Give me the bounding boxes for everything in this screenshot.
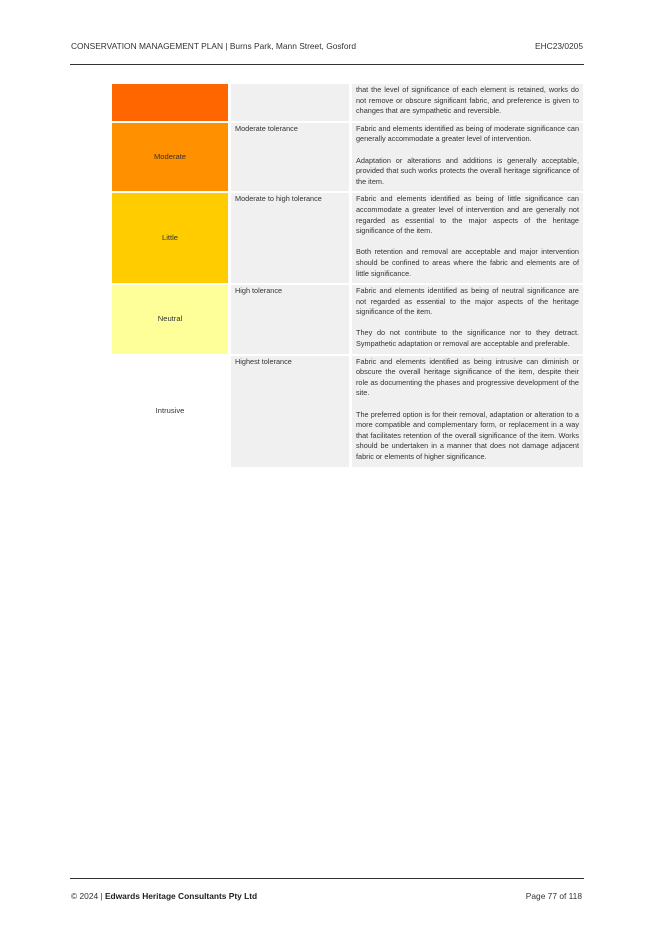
description-paragraph: Fabric and elements identified as being intrusive can diminish or obscure the overall heritage significance of the item, despite their role as documenting the phases and progressive development of the site. <box>356 356 579 398</box>
description-cell <box>349 354 583 467</box>
table-row <box>112 283 583 354</box>
description-cell <box>349 191 583 283</box>
description-cell <box>349 84 583 121</box>
tolerance-cell: Moderate tolerance <box>228 121 349 192</box>
company-name: Edwards Heritage Consultants Pty Ltd <box>104 891 258 901</box>
description-paragraph: Both retention and removal are acceptable and major intervention should be confined to areas where the fabric and elements are of little significance. <box>356 247 579 278</box>
tolerance-cell <box>228 84 349 121</box>
table-row <box>112 354 583 467</box>
tolerance-cell: Highest tolerance <box>228 354 349 467</box>
table-row <box>112 191 583 283</box>
page-number: Page 77 of 118 <box>525 891 582 901</box>
description-paragraph: They do not contribute to the significance nor to they detract. Sympathetic adaptation or removal are acceptable and preferable. <box>356 328 579 349</box>
description-cell <box>349 121 583 192</box>
grade-cell: Moderate <box>112 121 228 192</box>
description-paragraph: Fabric and elements identified as being of moderate significance can generally accommodate a greater level of intervention. <box>356 123 579 144</box>
grade-cell: Little <box>112 191 228 283</box>
copyright-text: © 2024 | <box>71 891 103 901</box>
tolerance-cell: High tolerance <box>228 283 349 354</box>
description-cell <box>349 283 583 354</box>
description-paragraph: Adaptation or alterations and additions is generally acceptable, provided that such works protects the overall heritage significance of the item. <box>356 155 579 186</box>
grade-cell: Neutral <box>112 283 228 354</box>
table-row <box>112 121 583 192</box>
document-title: CONSERVATION MANAGEMENT PLAN | Burns Park, Mann Street, Gosford <box>71 41 356 51</box>
document-reference: EHC23/0205 <box>535 41 583 51</box>
description-paragraph: The preferred option is for their removal, adaptation or alteration to a more compatible and complementary form, or replacement in a way that facilitates retention of the overall significance of the item. Works should be undertaken in a manner that does not damage adjacent fabric or elements of higher significance. <box>356 409 579 461</box>
grade-cell <box>112 84 228 121</box>
header-divider <box>70 64 584 65</box>
grade-cell: Intrusive <box>112 354 228 467</box>
footer-copyright <box>71 891 257 901</box>
description-paragraph: that the level of significance of each element is retained, works do not remove or obscure significant fabric, and preference is given to changes that are sympathetic and reversible. <box>356 85 579 116</box>
description-paragraph: Fabric and elements identified as being of neutral significance are not regarded as essential to the major aspects of the heritage significance of the item. <box>356 286 579 317</box>
description-paragraph: Fabric and elements identified as being of little significance can accommodate a greater level of intervention and are generally not regarded as essential to the major aspects of the heritage significance of the item. <box>356 194 579 236</box>
footer-divider <box>70 878 584 879</box>
significance-tolerance-table <box>112 84 583 467</box>
tolerance-cell: Moderate to high tolerance <box>228 191 349 283</box>
table-row <box>112 84 583 121</box>
